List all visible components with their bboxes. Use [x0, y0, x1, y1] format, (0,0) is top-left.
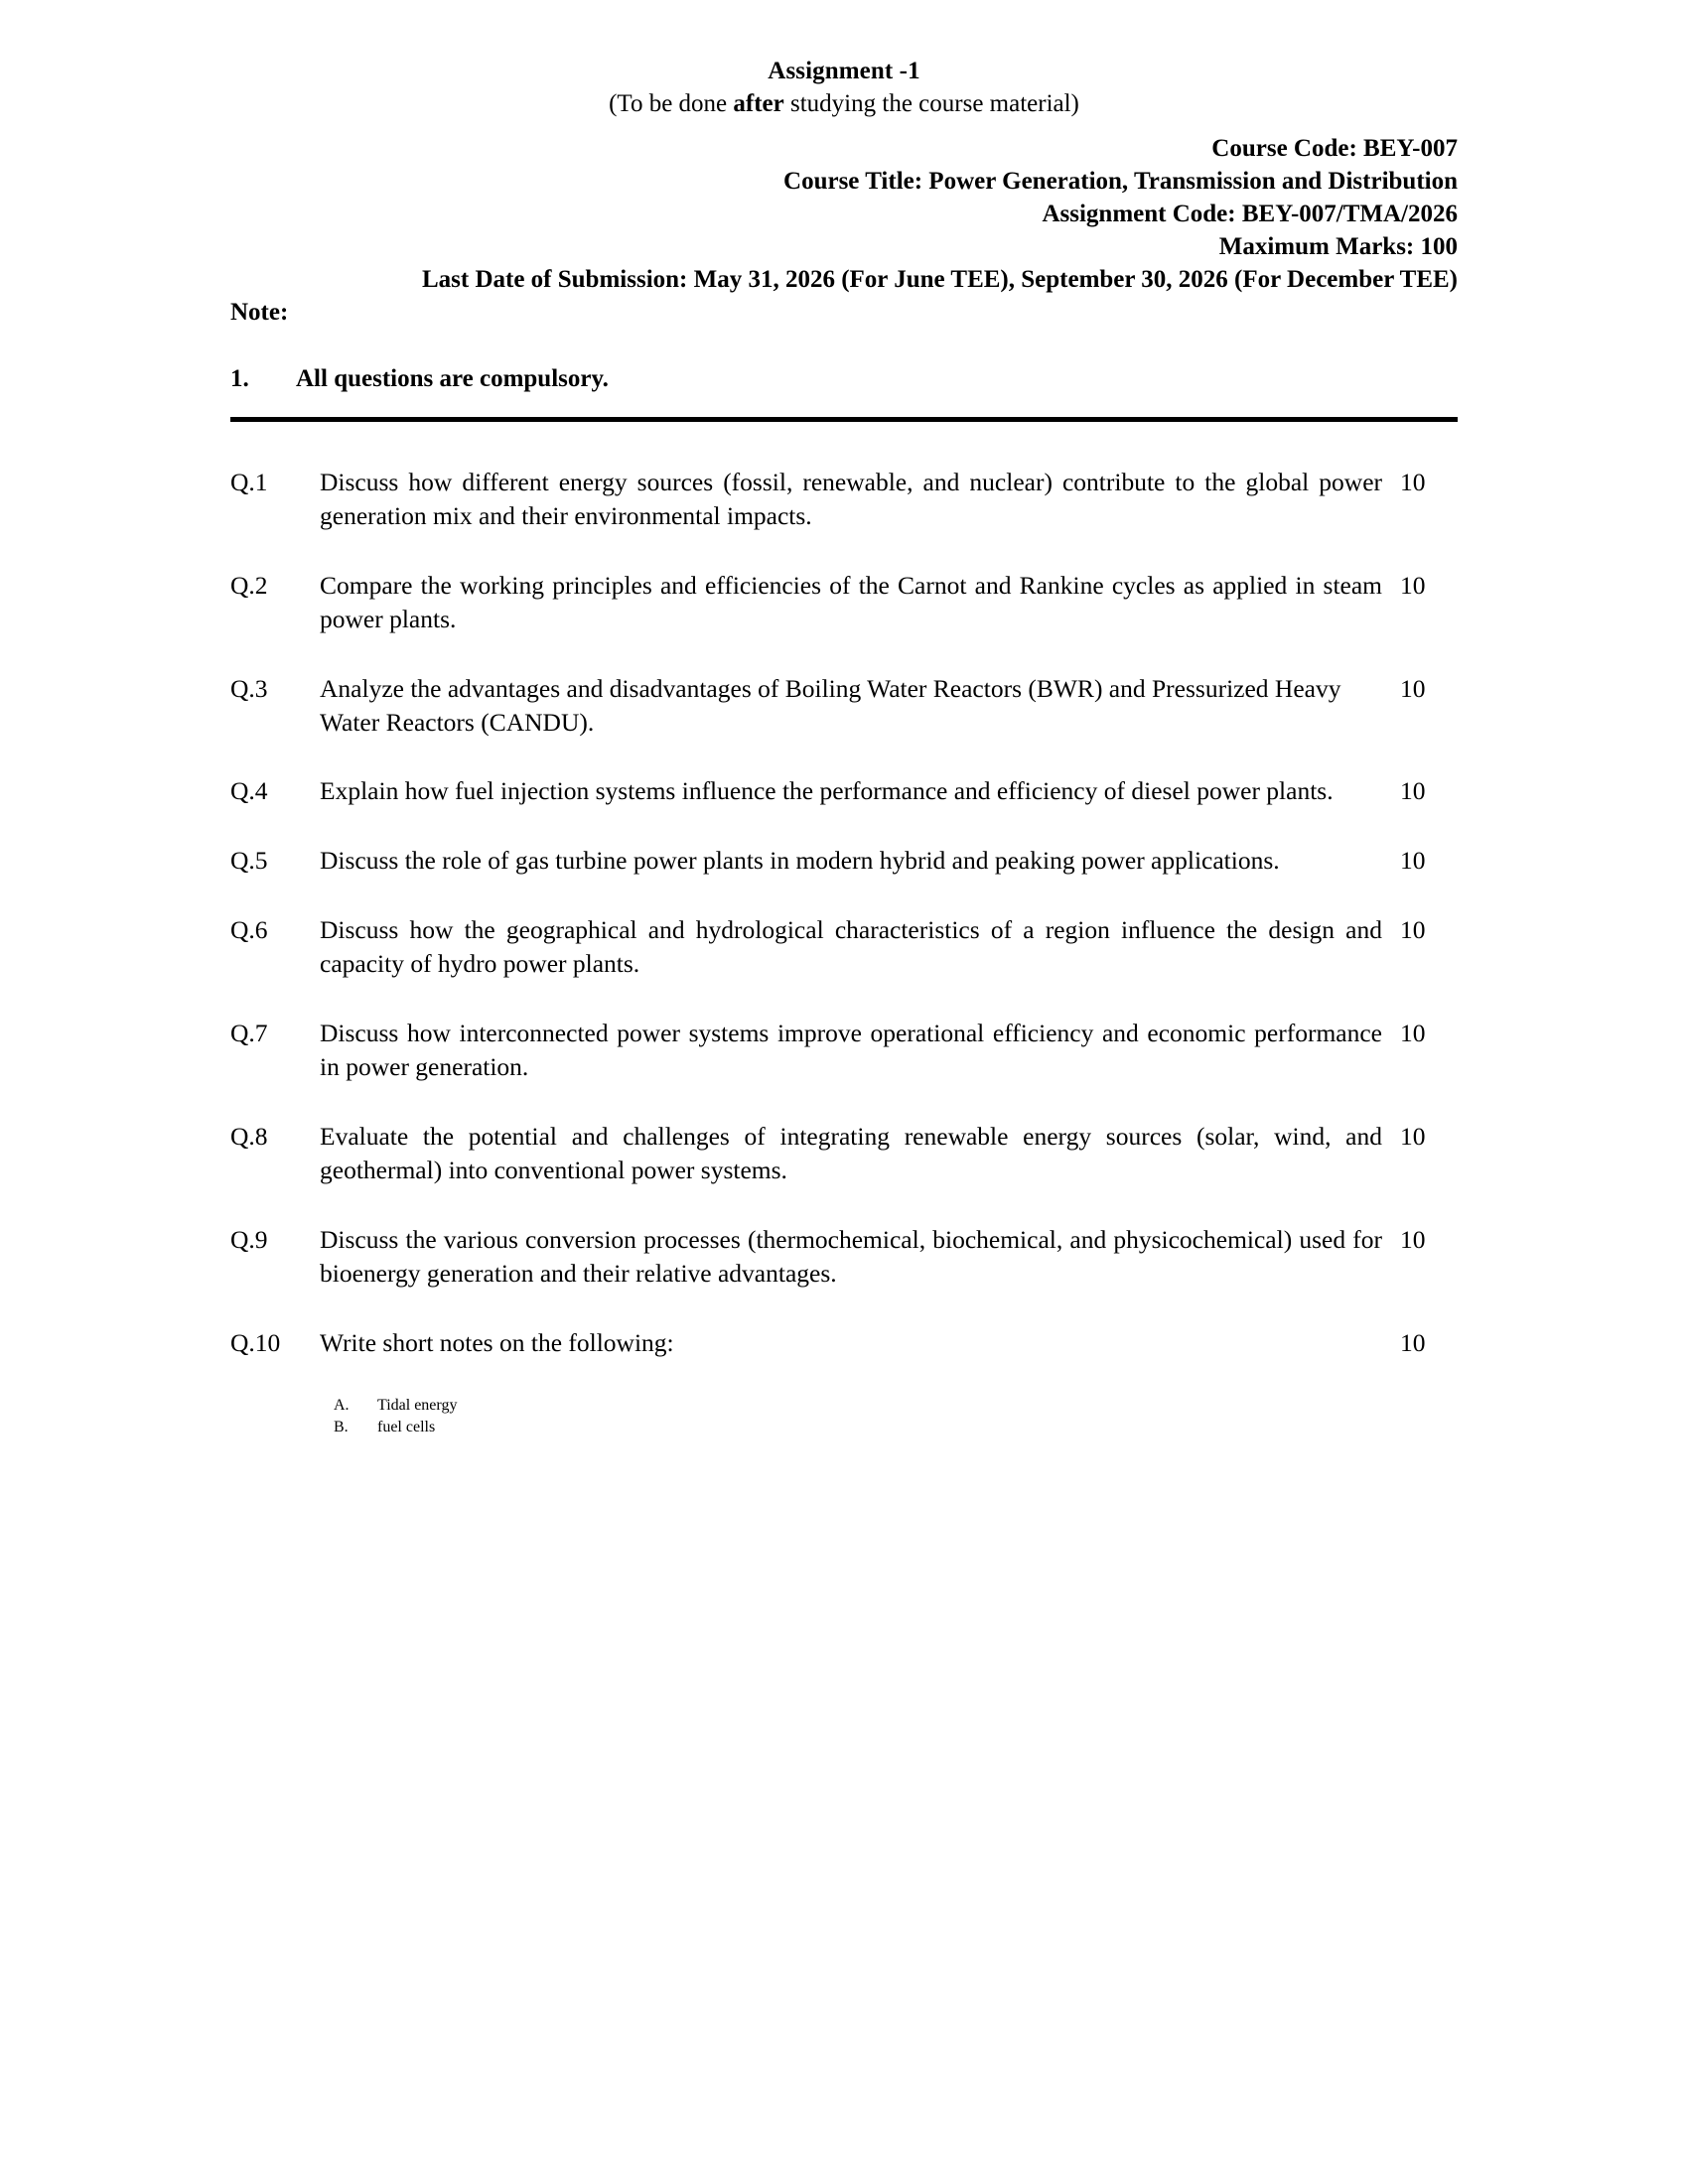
course-meta-block — [230, 132, 1458, 263]
question-text: Compare the working principles and efficiencies of the Carnot and Rankine cycles as applied in steam power plants. — [320, 570, 1382, 633]
question-row — [230, 569, 1458, 636]
question-marks: 10 — [1400, 1019, 1426, 1048]
assignment-title: Assignment -1 — [768, 58, 920, 84]
subitem-letter: B. — [334, 1418, 349, 1435]
subtitle-bold-word: after — [733, 89, 784, 117]
horizontal-divider — [230, 417, 1458, 422]
question-label: Q.7 — [230, 1019, 268, 1048]
question-text: Discuss the role of gas turbine power plants in modern hybrid and peaking power applications. — [320, 846, 1280, 876]
question-marks: 10 — [1400, 468, 1426, 496]
question-text: Discuss how the geographical and hydrological characteristics of a region influence the design and capacity of hydro power plants. — [320, 915, 1382, 979]
question-marks: 10 — [1400, 846, 1426, 876]
question-subitem — [334, 1395, 1458, 1416]
course-title: Course Title: Power Generation, Transmission and Distribution — [783, 168, 1458, 195]
question-marks: 10 — [1400, 1121, 1426, 1151]
question-text: Discuss how interconnected power systems improve operational efficiency and economic performance in power generation. — [320, 1019, 1382, 1081]
question-text: Evaluate the potential and challenges of integrating renewable energy sources (solar, wind, and geothermal) into conventional power systems. — [320, 1121, 1382, 1184]
question-row — [230, 844, 1458, 878]
note-item-text: All questions are compulsory. — [296, 365, 609, 392]
question-label: Q.8 — [230, 1121, 268, 1151]
note-label: Note: — [230, 299, 289, 326]
question-row — [230, 466, 1458, 533]
question-text: Analyze the advantages and disadvantages of Boiling Water Reactors (BWR) and Pressurized Heavy Water Reactors (CANDU). — [320, 673, 1341, 737]
subtitle-pre-text: (To be done — [609, 89, 734, 117]
question-row — [230, 1326, 1458, 1360]
question-row — [230, 1223, 1458, 1291]
question-row — [230, 1017, 1458, 1084]
question-row — [230, 1120, 1458, 1187]
question-label: Q.9 — [230, 1224, 268, 1254]
question-text: Discuss the various conversion processes (thermochemical, biochemical, and physicochemical) used for bioenergy generation and their relative advantages. — [320, 1224, 1382, 1288]
question-text: Explain how fuel injection systems influence the performance and efficiency of diesel power plants. — [320, 776, 1334, 806]
subtitle-post-text: studying the course material) — [783, 89, 1079, 117]
question-label: Q.4 — [230, 776, 268, 806]
question-label: Q.1 — [230, 468, 268, 496]
question-text: Write short notes on the following: — [320, 1327, 674, 1357]
assignment-subtitle — [230, 88, 1458, 121]
last-date-of-submission: Last Date of Submission: May 31, 2026 (For June TEE), September 30, 2026 (For December TEE) — [421, 266, 1458, 293]
question-label: Q.10 — [230, 1327, 281, 1357]
note-item-number: 1. — [230, 365, 249, 392]
question-marks: 10 — [1400, 915, 1426, 945]
question-marks: 10 — [1400, 673, 1426, 703]
question-label: Q.6 — [230, 915, 268, 945]
question-marks: 10 — [1400, 776, 1426, 806]
subitem-text: Tidal energy — [377, 1397, 458, 1415]
maximum-marks: Maximum Marks: 100 — [1218, 233, 1458, 260]
question-row — [230, 672, 1458, 740]
course-code: Course Code: BEY-007 — [1211, 135, 1458, 162]
questions-list — [230, 466, 1458, 1437]
question-text: Discuss how different energy sources (fossil, renewable, and nuclear) contribute to the global power generation mix and their environmental impacts. — [320, 468, 1382, 530]
question-subitems-list — [230, 1395, 1458, 1437]
note-list — [230, 362, 1458, 395]
document-header — [230, 56, 1458, 329]
subitem-text: fuel cells — [377, 1418, 436, 1435]
note-list-item — [230, 362, 1458, 395]
question-label: Q.2 — [230, 570, 268, 600]
question-row — [230, 913, 1458, 981]
assignment-code: Assignment Code: BEY-007/TMA/2026 — [1042, 201, 1458, 227]
question-label: Q.5 — [230, 846, 268, 876]
question-marks: 10 — [1400, 1327, 1426, 1357]
question-marks: 10 — [1400, 570, 1426, 600]
question-marks: 10 — [1400, 1224, 1426, 1254]
question-label: Q.3 — [230, 673, 268, 703]
subitem-letter: A. — [334, 1397, 350, 1415]
question-subitem — [334, 1417, 1458, 1437]
question-row — [230, 774, 1458, 808]
